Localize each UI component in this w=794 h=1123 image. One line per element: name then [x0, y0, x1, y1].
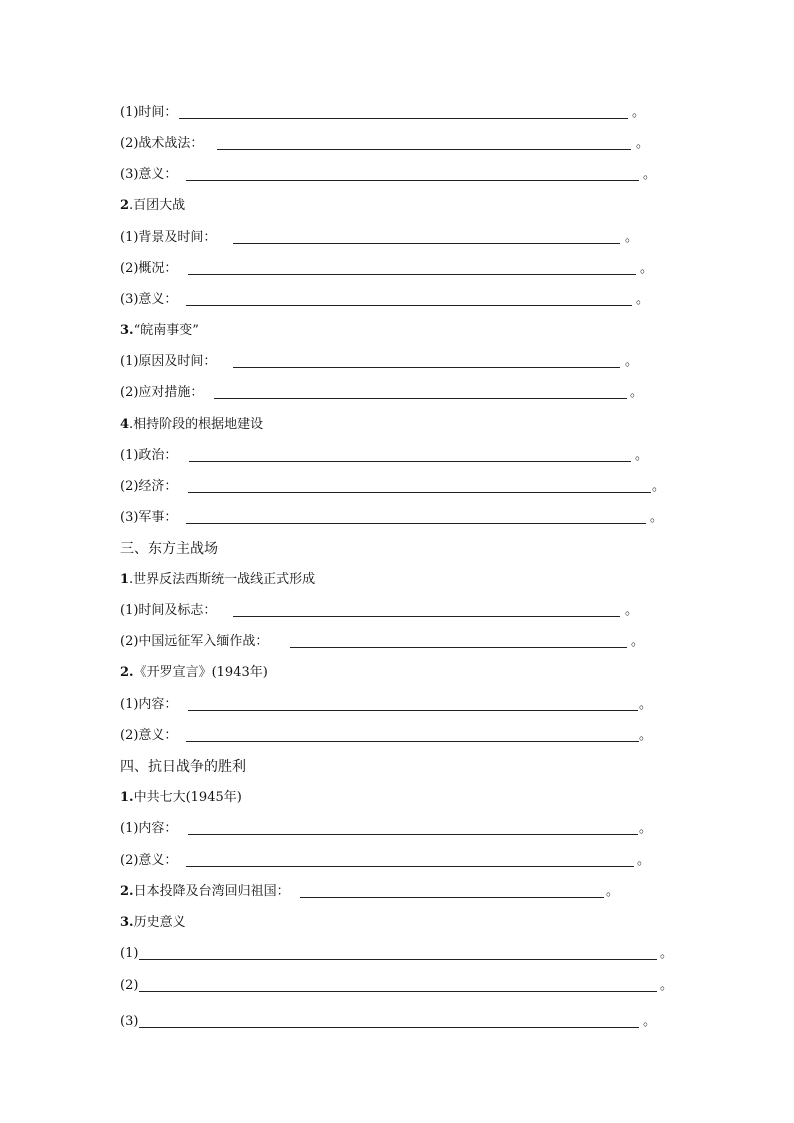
line-military [120, 506, 177, 530]
heading-number: 3. [120, 915, 134, 930]
heading-number: 3. [120, 323, 134, 338]
heading-number: 1. [120, 790, 134, 805]
line-measures [120, 381, 203, 405]
answer-blank[interactable] [139, 1013, 639, 1028]
label: (3)意义： [120, 292, 178, 307]
heading-united-front [120, 568, 315, 592]
heading-text: “皖南事变” [133, 323, 199, 338]
heading-base-building [120, 413, 263, 437]
label: (3) [120, 1014, 139, 1029]
period: 。 [643, 167, 657, 182]
label: (1)原因及时间： [120, 354, 217, 369]
period: 。 [639, 697, 653, 712]
line-politics [120, 444, 177, 468]
answer-blank[interactable] [186, 852, 634, 867]
line-tactics [120, 132, 203, 156]
heading-historical-significance [120, 911, 186, 935]
label: (1)时间及标志： [120, 603, 217, 618]
period: 。 [640, 261, 654, 276]
answer-blank[interactable] [188, 260, 636, 275]
answer-blank[interactable] [214, 384, 627, 399]
period: 。 [643, 1014, 657, 1029]
answer-blank[interactable] [186, 727, 639, 742]
line-item-3 [120, 1010, 138, 1034]
label: (2)意义： [120, 853, 178, 868]
heading-wannan-incident [120, 319, 199, 343]
heading-text: 日本投降及台湾回归祖国： [133, 884, 290, 899]
line-significance [120, 724, 177, 748]
answer-blank[interactable] [233, 602, 620, 617]
line-time-sign [120, 599, 216, 623]
answer-blank[interactable] [300, 883, 604, 898]
label: (1)政治： [120, 448, 178, 463]
answer-blank[interactable] [188, 696, 638, 711]
section-title-eastern-front [120, 537, 218, 561]
period: 。 [632, 105, 646, 120]
answer-blank[interactable] [179, 104, 628, 119]
answer-blank[interactable] [188, 820, 638, 835]
label: (2)战术战法： [120, 136, 204, 151]
line-significance [120, 288, 177, 312]
line-item-1 [120, 942, 138, 966]
period: 。 [631, 634, 645, 649]
line-significance [120, 849, 177, 873]
label: (1) [120, 946, 139, 961]
heading-seventh-congress [120, 786, 242, 810]
label: (2)应对措施： [120, 385, 204, 400]
period: 。 [650, 510, 664, 525]
heading-text: .百团大战 [129, 198, 186, 213]
section-title-text: 三、东方主战场 [120, 541, 218, 557]
period: 。 [635, 448, 649, 463]
answer-blank[interactable] [139, 977, 657, 992]
line-economy [120, 475, 177, 499]
heading-text: 历史意义 [133, 915, 186, 930]
heading-number: 1 [120, 572, 130, 587]
answer-blank[interactable] [188, 478, 651, 493]
period: 。 [637, 853, 651, 868]
line-expedition [120, 630, 268, 654]
heading-japan-surrender [120, 880, 290, 904]
line-background [120, 226, 216, 250]
heading-text: 中共七大(1945年) [133, 790, 242, 805]
period: 。 [636, 136, 650, 151]
label: (2)中国远征军入缅作战： [120, 634, 269, 649]
heading-number: 2. [120, 884, 134, 899]
answer-blank[interactable] [186, 166, 639, 181]
period: 。 [625, 230, 639, 245]
label: (1)背景及时间： [120, 230, 217, 245]
label: (2)意义： [120, 728, 178, 743]
period: 。 [660, 978, 674, 993]
heading-number: 2 [120, 198, 130, 213]
period: 。 [625, 354, 639, 369]
label: (1)内容： [120, 821, 178, 836]
heading-number: 4 [120, 417, 130, 432]
answer-blank[interactable] [233, 353, 620, 368]
label: (2)概况： [120, 261, 178, 276]
heading-text: .世界反法西斯统一战线正式形成 [129, 572, 316, 587]
line-time [120, 101, 177, 125]
label: (2)经济： [120, 479, 178, 494]
heading-number: 2. [120, 665, 134, 680]
line-content [120, 817, 177, 841]
period: 。 [652, 479, 666, 494]
section-title-text: 四、抗日战争的胜利 [120, 759, 246, 775]
heading-cairo-declaration [120, 661, 268, 685]
section-title-victory [120, 755, 246, 779]
period: 。 [630, 385, 644, 400]
heading-text: 《开罗宣言》(1943年) [133, 665, 268, 680]
period: 。 [660, 946, 674, 961]
period: 。 [625, 603, 639, 618]
line-overview [120, 257, 177, 281]
answer-blank[interactable] [139, 945, 657, 960]
period: 。 [636, 292, 650, 307]
label: (3)意义： [120, 167, 178, 182]
line-item-2 [120, 974, 138, 998]
period: 。 [639, 728, 653, 743]
line-content [120, 693, 177, 717]
answer-blank[interactable] [189, 447, 631, 462]
line-significance [120, 163, 177, 187]
label: (3)军事： [120, 510, 178, 525]
answer-blank[interactable] [217, 135, 631, 150]
line-cause [120, 350, 216, 374]
answer-blank[interactable] [186, 291, 632, 306]
heading-text: .相持阶段的根据地建设 [129, 417, 264, 432]
period: 。 [639, 821, 653, 836]
answer-blank[interactable] [233, 229, 620, 244]
label: (1)内容： [120, 697, 178, 712]
answer-blank[interactable] [290, 633, 627, 648]
period: 。 [606, 884, 620, 899]
label: (1)时间： [120, 105, 178, 120]
heading-hundred-regiments [120, 194, 185, 218]
answer-blank[interactable] [186, 509, 646, 524]
label: (2) [120, 978, 139, 993]
